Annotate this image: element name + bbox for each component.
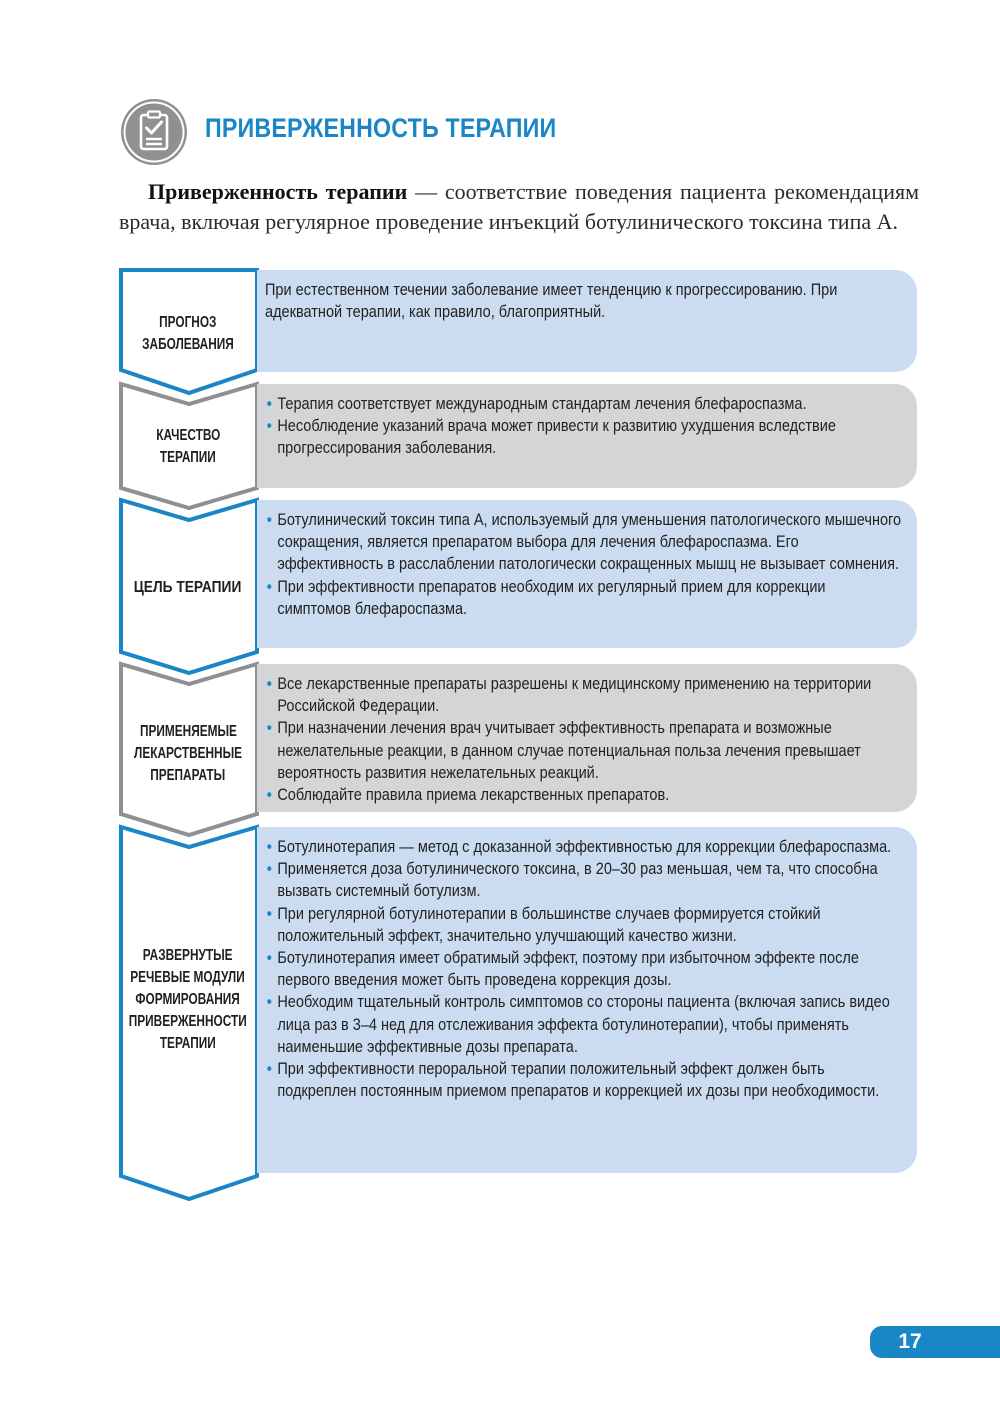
intro-definition: — соответствие поведения пациента рекомендациям врача, включая регулярное проведение инъекций ботулинического токсина типа А. <box>119 179 920 234</box>
list-item: • Применяется доза ботулинического токсина, в 20–30 раз меньшая, чем та, что способна вызвать системный ботулизм. <box>266 860 878 901</box>
list-item: • Ботулинический токсин типа А, используемый для уменьшения патологического мышечного сокращения, является препаратом выбора для лечения блефароспазма. Его эффективность в расслаблении патологически сокращенных мышц не вызывает сомнения. <box>266 511 902 574</box>
section-panel-goal <box>257 500 917 648</box>
section-text: При естественном течении заболевание имеет тенденцию к прогрессированию. При адекватной терапии, как правило, благоприятный. <box>265 281 838 322</box>
section-label-quality: КАЧЕСТВО ТЕРАПИИ <box>155 427 220 466</box>
list-item: • Терапия соответствует международным стандартам лечения блефароспазма. <box>266 395 807 413</box>
list-item: • Соблюдайте правила приема лекарственных препаратов. <box>266 786 670 805</box>
section-panel-prognosis <box>257 270 917 372</box>
section-label-speech-modules: РАЗВЕРНУТЫЕ РЕЧЕВЫЕ МОДУЛИ ФОРМИРОВАНИЯ ПРИВЕРЖЕННОСТИ ТЕРАПИИ <box>129 947 247 1052</box>
section-panel-drugs <box>257 664 917 812</box>
page-number: 17 <box>898 1330 922 1353</box>
intro-term: Приверженность терапии <box>148 179 408 204</box>
section-label-drugs: ПРИМЕНЯЕМЫЕ ЛЕКАРСТВЕННЫЕ ПРЕПАРАТЫ <box>133 723 243 784</box>
page-title: ПРИВЕРЖЕННОСТЬ ТЕРАПИИ <box>205 113 557 143</box>
list-item: • При эффективности пероральной терапии положительный эффект должен быть подкреплен постоянным приемом препаратов и коррекцией их дозы при необходимости. <box>266 1060 880 1101</box>
bullet-list <box>265 393 903 460</box>
bullet-list <box>265 509 903 620</box>
list-item: • При регулярной ботулинотерапии в большинстве случаев формируется стойкий положительный эффект, значительно улучшающий качество жизни. <box>266 904 821 945</box>
bullet-list <box>265 836 903 1102</box>
list-item: • Все лекарственные препараты разрешены к медицинскому применению на территории Российской Федерации. <box>266 675 872 716</box>
list-item: • Ботулинотерапия имеет обратимый эффект, поэтому при избыточном эффекте после первого введения может быть проведена коррекция дозы. <box>266 949 859 990</box>
section-panel-speech-modules <box>257 827 917 1173</box>
list-item: • Ботулинотерапия — метод с доказанной эффективностью для коррекции блефароспазма. <box>266 838 892 856</box>
page-number-tab <box>870 1326 1000 1358</box>
section-panel-quality <box>257 384 917 488</box>
list-item: • Необходим тщательный контроль симптомов со стороны пациента (включая запись видео лица раз в 3–4 нед для отслеживания эффекта ботулинотерапии), чтобы применять наименьшие эффективные дозы препарата. <box>266 993 890 1056</box>
list-item: • При назначении лечения врач учитывает эффективность препарата и возможные нежелательные реакции, в данном случае потенциальная польза лечения превышает вероятность развития нежелательных реакций. <box>266 719 861 782</box>
list-item: • Несоблюдение указаний врача может привести к развитию ухудшения вследствие прогрессирования заболевания. <box>266 417 836 458</box>
bullet-list <box>265 673 903 806</box>
section-label-prognosis: ПРОГНОЗ ЗАБОЛЕВАНИЯ <box>142 314 234 353</box>
section-label-goal: ЦЕЛЬ ТЕРАПИИ <box>134 578 242 596</box>
list-item: • При эффективности препаратов необходим их регулярный прием для коррекции симптомов блефароспазма. <box>266 577 826 618</box>
